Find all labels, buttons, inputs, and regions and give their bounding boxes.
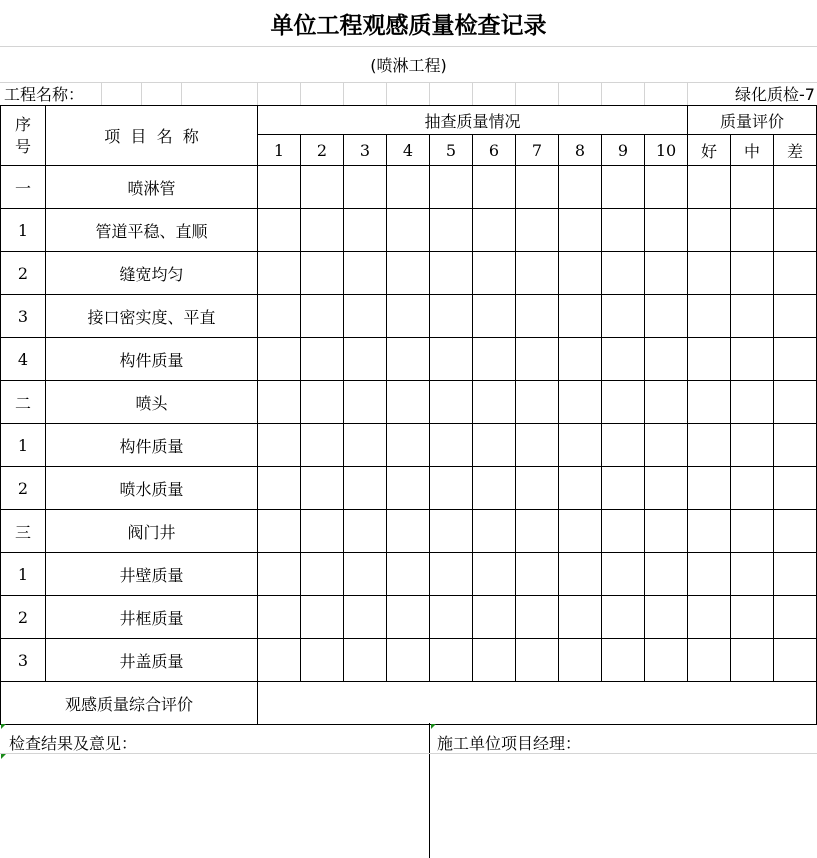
row-seq: 3	[1, 295, 46, 338]
sample-number: 4	[387, 135, 430, 166]
grade-cell[interactable]	[731, 252, 774, 295]
sample-cell[interactable]	[344, 166, 387, 209]
sample-cell[interactable]	[344, 424, 387, 467]
sample-cell[interactable]	[473, 510, 516, 553]
sample-cell[interactable]	[344, 338, 387, 381]
form-code: 绿化质检-7	[735, 85, 815, 104]
grade-cell[interactable]	[774, 166, 817, 209]
sample-cell[interactable]	[602, 252, 645, 295]
row-item-name: 管道平稳、直顺	[46, 209, 258, 252]
row-seq: 2	[1, 596, 46, 639]
sample-cell[interactable]	[301, 596, 344, 639]
sample-cell[interactable]	[645, 596, 688, 639]
sample-cell[interactable]	[602, 381, 645, 424]
sample-cell[interactable]	[344, 252, 387, 295]
table-row	[1, 252, 817, 295]
sample-cell[interactable]	[559, 295, 602, 338]
grade-medium: 中	[731, 135, 774, 166]
sample-cell[interactable]	[516, 467, 559, 510]
sample-cell[interactable]	[473, 166, 516, 209]
table-row	[1, 510, 817, 553]
grade-cell[interactable]	[774, 596, 817, 639]
grade-cell[interactable]	[774, 639, 817, 682]
sample-number: 10	[645, 135, 688, 166]
overall-evaluation-cell[interactable]	[258, 682, 817, 725]
row-seq: 2	[1, 252, 46, 295]
grade-cell[interactable]	[688, 596, 731, 639]
sample-cell[interactable]	[301, 166, 344, 209]
gridline	[386, 82, 387, 105]
sample-cell[interactable]	[516, 381, 559, 424]
sample-cell[interactable]	[344, 639, 387, 682]
sample-cell[interactable]	[473, 639, 516, 682]
sample-cell[interactable]	[387, 510, 430, 553]
table-row	[1, 596, 817, 639]
table-row	[1, 209, 817, 252]
sample-cell[interactable]	[301, 338, 344, 381]
sample-cell[interactable]	[516, 295, 559, 338]
sample-cell[interactable]	[301, 209, 344, 252]
grade-cell[interactable]	[688, 510, 731, 553]
sample-cell[interactable]	[301, 381, 344, 424]
sample-cell[interactable]	[559, 209, 602, 252]
sample-cell[interactable]	[473, 596, 516, 639]
gridline	[343, 82, 344, 105]
sample-cell[interactable]	[645, 424, 688, 467]
sample-cell[interactable]	[344, 381, 387, 424]
grade-cell[interactable]	[688, 381, 731, 424]
sample-cell[interactable]	[301, 553, 344, 596]
sample-cell[interactable]	[387, 338, 430, 381]
sample-cell[interactable]	[387, 424, 430, 467]
row-item-name: 喷淋管	[46, 166, 258, 209]
sample-number: 6	[473, 135, 516, 166]
sample-cell[interactable]	[645, 467, 688, 510]
grade-cell[interactable]	[731, 553, 774, 596]
grade-cell[interactable]	[774, 381, 817, 424]
row-seq: 二	[1, 381, 46, 424]
sample-cell[interactable]	[645, 209, 688, 252]
sample-cell[interactable]	[430, 381, 473, 424]
sample-cell[interactable]	[301, 424, 344, 467]
grade-cell[interactable]	[731, 510, 774, 553]
grade-cell[interactable]	[731, 338, 774, 381]
row-item-name: 喷水质量	[46, 467, 258, 510]
sample-cell[interactable]	[387, 381, 430, 424]
grade-cell[interactable]	[774, 252, 817, 295]
document-subtitle: (喷淋工程)	[370, 55, 447, 75]
row-seq: 1	[1, 424, 46, 467]
comment-marker-icon	[1, 724, 6, 729]
sample-cell[interactable]	[516, 338, 559, 381]
sample-cell[interactable]	[473, 467, 516, 510]
gridline	[644, 82, 645, 105]
sample-number: 2	[301, 135, 344, 166]
header-seq	[1, 106, 46, 166]
sample-cell[interactable]	[602, 338, 645, 381]
grade-cell[interactable]	[688, 252, 731, 295]
header-evaluation: 质量评价	[688, 106, 817, 135]
sample-cell[interactable]	[473, 252, 516, 295]
row-seq: 1	[1, 209, 46, 252]
gridline	[601, 82, 602, 105]
sample-cell[interactable]	[559, 166, 602, 209]
sample-cell[interactable]	[344, 295, 387, 338]
grade-cell[interactable]	[774, 338, 817, 381]
row-item-name: 喷头	[46, 381, 258, 424]
gridline	[687, 82, 688, 105]
row-item-name: 构件质量	[46, 338, 258, 381]
sample-cell[interactable]	[258, 209, 301, 252]
sample-cell[interactable]	[559, 424, 602, 467]
sample-cell[interactable]	[559, 467, 602, 510]
sample-cell[interactable]	[258, 510, 301, 553]
gridline	[181, 82, 182, 105]
row-seq: 三	[1, 510, 46, 553]
grade-cell[interactable]	[774, 295, 817, 338]
gridline	[141, 82, 142, 105]
sample-cell[interactable]	[602, 553, 645, 596]
grade-cell[interactable]	[688, 424, 731, 467]
sample-cell[interactable]	[301, 639, 344, 682]
sample-cell[interactable]	[430, 166, 473, 209]
sample-cell[interactable]	[645, 252, 688, 295]
sample-cell[interactable]	[430, 467, 473, 510]
sample-cell[interactable]	[602, 596, 645, 639]
sample-cell[interactable]	[258, 338, 301, 381]
gridline	[515, 82, 516, 105]
row-item-name: 井盖质量	[46, 639, 258, 682]
sample-cell[interactable]	[258, 381, 301, 424]
sample-cell[interactable]	[602, 510, 645, 553]
sample-cell[interactable]	[258, 166, 301, 209]
gridline	[429, 82, 430, 105]
sample-cell[interactable]	[430, 510, 473, 553]
grade-cell[interactable]	[688, 209, 731, 252]
sample-cell[interactable]	[258, 252, 301, 295]
sample-cell[interactable]	[344, 467, 387, 510]
grade-cell[interactable]	[731, 467, 774, 510]
sample-number: 5	[430, 135, 473, 166]
table-row	[1, 338, 817, 381]
check-result-label: 检查结果及意见：	[9, 734, 138, 753]
row-item-name: 接口密实度、平直	[46, 295, 258, 338]
sample-cell[interactable]	[387, 639, 430, 682]
row-seq: 3	[1, 639, 46, 682]
sample-cell[interactable]	[430, 596, 473, 639]
table-row	[1, 553, 817, 596]
sample-cell[interactable]	[430, 424, 473, 467]
grade-cell[interactable]	[731, 381, 774, 424]
row-seq: 4	[1, 338, 46, 381]
grade-cell[interactable]	[774, 424, 817, 467]
sample-cell[interactable]	[473, 424, 516, 467]
sample-cell[interactable]	[344, 553, 387, 596]
sample-cell[interactable]	[258, 295, 301, 338]
sample-cell[interactable]	[645, 338, 688, 381]
grade-cell[interactable]	[774, 467, 817, 510]
sample-cell[interactable]	[344, 209, 387, 252]
header-item-name: 项 目 名 称	[46, 106, 258, 166]
sample-cell[interactable]	[559, 510, 602, 553]
row-seq: 2	[1, 467, 46, 510]
inspection-table	[0, 105, 817, 725]
sample-cell[interactable]	[602, 424, 645, 467]
sample-cell[interactable]	[602, 209, 645, 252]
sample-cell[interactable]	[516, 553, 559, 596]
row-seq: 1	[1, 553, 46, 596]
grade-good: 好	[688, 135, 731, 166]
sample-cell[interactable]	[430, 295, 473, 338]
header-sampling: 抽查质量情况	[258, 106, 688, 135]
gridline	[558, 82, 559, 105]
sample-cell[interactable]	[559, 639, 602, 682]
sample-cell[interactable]	[516, 209, 559, 252]
sample-cell[interactable]	[430, 553, 473, 596]
sample-cell[interactable]	[602, 166, 645, 209]
grade-poor: 差	[774, 135, 817, 166]
sample-cell[interactable]	[301, 295, 344, 338]
sample-cell[interactable]	[516, 166, 559, 209]
grade-cell[interactable]	[731, 209, 774, 252]
table-row	[1, 295, 817, 338]
row-item-name: 阀门井	[46, 510, 258, 553]
gridline	[300, 82, 301, 105]
gridline	[0, 82, 817, 83]
sample-cell[interactable]	[559, 596, 602, 639]
gridline	[472, 82, 473, 105]
sample-cell[interactable]	[430, 639, 473, 682]
sample-cell[interactable]	[430, 338, 473, 381]
sample-cell[interactable]	[602, 467, 645, 510]
sample-cell[interactable]	[645, 295, 688, 338]
grade-cell[interactable]	[688, 338, 731, 381]
sample-cell[interactable]	[602, 295, 645, 338]
row-item-name: 构件质量	[46, 424, 258, 467]
table-row	[1, 381, 817, 424]
gridline	[257, 82, 258, 105]
sample-cell[interactable]	[645, 639, 688, 682]
sample-number: 8	[559, 135, 602, 166]
sample-cell[interactable]	[559, 338, 602, 381]
header-seq-text: 序号	[14, 114, 31, 156]
sample-cell[interactable]	[559, 252, 602, 295]
sample-cell[interactable]	[516, 252, 559, 295]
sample-cell[interactable]	[387, 166, 430, 209]
sample-number: 3	[344, 135, 387, 166]
sample-cell[interactable]	[645, 510, 688, 553]
table-row	[1, 639, 817, 682]
overall-evaluation-label: 观感质量综合评价	[1, 682, 258, 725]
document-title: 单位工程观感质量检查记录	[270, 11, 547, 39]
sample-cell[interactable]	[258, 424, 301, 467]
table-row	[1, 166, 817, 209]
sample-cell[interactable]	[258, 553, 301, 596]
comment-marker-icon	[431, 724, 436, 729]
sample-cell[interactable]	[559, 381, 602, 424]
sample-cell[interactable]	[473, 338, 516, 381]
sample-cell[interactable]	[258, 639, 301, 682]
sample-cell[interactable]	[473, 381, 516, 424]
sample-cell[interactable]	[516, 596, 559, 639]
grade-cell[interactable]	[731, 596, 774, 639]
sample-number: 1	[258, 135, 301, 166]
sample-cell[interactable]	[473, 553, 516, 596]
sample-cell[interactable]	[645, 381, 688, 424]
sample-cell[interactable]	[301, 467, 344, 510]
grade-cell[interactable]	[774, 553, 817, 596]
sample-cell[interactable]	[387, 252, 430, 295]
sample-cell[interactable]	[559, 553, 602, 596]
grade-cell[interactable]	[774, 209, 817, 252]
row-seq: 一	[1, 166, 46, 209]
grade-cell[interactable]	[688, 166, 731, 209]
sample-number: 9	[602, 135, 645, 166]
sample-number: 7	[516, 135, 559, 166]
grade-cell[interactable]	[731, 166, 774, 209]
sample-cell[interactable]	[258, 596, 301, 639]
grade-cell[interactable]	[688, 467, 731, 510]
grade-cell[interactable]	[731, 424, 774, 467]
sample-cell[interactable]	[645, 553, 688, 596]
manager-label: 施工单位项目经理：	[437, 734, 582, 753]
sample-cell[interactable]	[344, 510, 387, 553]
sample-cell[interactable]	[645, 166, 688, 209]
row-item-name: 井框质量	[46, 596, 258, 639]
row-item-name: 井壁质量	[46, 553, 258, 596]
grade-cell[interactable]	[774, 510, 817, 553]
sample-cell[interactable]	[473, 295, 516, 338]
sample-cell[interactable]	[430, 209, 473, 252]
sample-cell[interactable]	[301, 252, 344, 295]
table-row	[1, 467, 817, 510]
sample-cell[interactable]	[387, 553, 430, 596]
sample-cell[interactable]	[301, 510, 344, 553]
sample-cell[interactable]	[473, 209, 516, 252]
grade-cell[interactable]	[688, 639, 731, 682]
grade-cell[interactable]	[731, 295, 774, 338]
sample-cell[interactable]	[387, 295, 430, 338]
sample-cell[interactable]	[602, 639, 645, 682]
grade-cell[interactable]	[731, 639, 774, 682]
project-name-label: 工程名称：	[4, 85, 85, 104]
sample-cell[interactable]	[258, 467, 301, 510]
table-row	[1, 424, 817, 467]
row-item-name: 缝宽均匀	[46, 252, 258, 295]
sample-cell[interactable]	[387, 596, 430, 639]
grade-cell[interactable]	[688, 295, 731, 338]
gridline	[101, 82, 102, 105]
sample-cell[interactable]	[387, 467, 430, 510]
sample-cell[interactable]	[430, 252, 473, 295]
sample-cell[interactable]	[344, 596, 387, 639]
sample-cell[interactable]	[516, 510, 559, 553]
sample-cell[interactable]	[516, 424, 559, 467]
comment-marker-icon	[1, 754, 6, 759]
sample-cell[interactable]	[387, 209, 430, 252]
sample-cell[interactable]	[516, 639, 559, 682]
grade-cell[interactable]	[688, 553, 731, 596]
